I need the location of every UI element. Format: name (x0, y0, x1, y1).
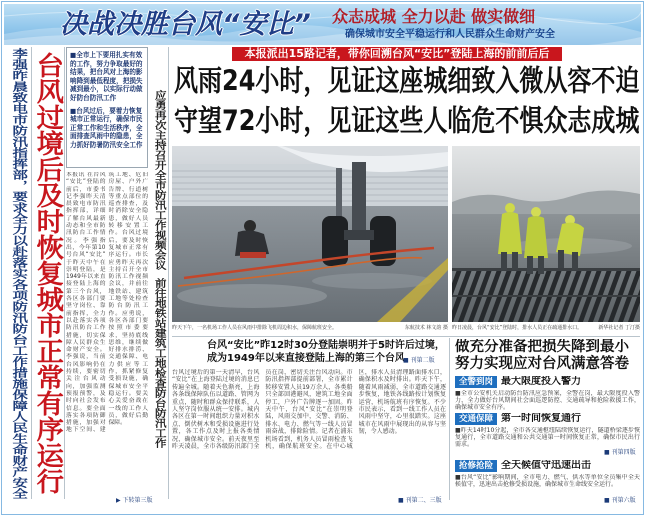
sidebar-headline-line: 努力实现应对台风满意答卷 (455, 356, 629, 372)
lead-jump-line: ▶ 下转第三版 (116, 497, 153, 504)
banner-slogan: 众志成城 全力以赴 做实做细 (332, 7, 536, 26)
feature-headline: 风雨24小时，见证这座城细致入微从容不迫 (174, 64, 640, 98)
feature-headline: 守望72小时，见证这些人临危不惧众志成城 (174, 104, 640, 138)
section-jump-line: ■ 刊第四版 (604, 449, 636, 456)
lead-highlight: ■台风过后，要着力恢复城市正常运行，确保市民正常工作和生活秩序，全面排查风雨中的隐患，全力抓好防暑防汛安全工作 (70, 106, 143, 149)
drainage-photo (452, 146, 640, 322)
banner-title: 决战决胜台风“安比” (60, 9, 311, 40)
column-rule (64, 47, 65, 499)
banner (4, 4, 641, 45)
section-label: 抢修抢险 (455, 460, 497, 472)
airport-photo (172, 146, 448, 322)
sidebar-headline-line: 做充分准备把损失降到最小 (455, 339, 629, 355)
drainage-photo-caption (452, 323, 640, 334)
feature-summary-jump: ■ 刊第二版 (403, 357, 435, 364)
section-body: ■全市公安机关启动防台防汛应急预案，全警在岗，最大限度投入警力，全力做好台风期间社会面巡逻防控、交通疏导和抢险救援工作，确保城市安全有序。 (455, 390, 640, 411)
banner-subslogan: 确保城市安全平稳运行和人民群众生命财产安全 (345, 29, 555, 40)
section-title: 最大限度投入警力 (501, 376, 581, 387)
section-title: 全天候值守迅速出击 (501, 460, 591, 471)
lead-subhead: 前往地铁站建筑工地检查防台防汛工作 (152, 278, 165, 448)
section-jump-line: ■ 刊第六版 (604, 497, 636, 504)
lead-highlights-box (66, 47, 148, 168)
sidebar-headline (455, 339, 640, 373)
section-label: 交通保障 (455, 413, 497, 425)
lead-highlight: ■全市上下要用扎实有效的工作，努力争取最好的结果，把台风对上海的影响降到最低程度，把损失减到最小，以实际行动做好防台防汛工作 (70, 51, 143, 102)
section-label: 全警到岗 (455, 376, 497, 388)
column-rule (449, 338, 450, 500)
section-body: ■昨天14时10分起，全市各交通枢纽陆续恢复运行，隧道桥梁逐步恢复通行，全市道路交通和公共交通第一时间恢复正常，确保市民出行需求。 (455, 427, 640, 448)
airport-photo-caption (172, 323, 448, 334)
lead-headline: 台风过境后及时恢复城市正常有序运行 (31, 52, 64, 494)
lead-kicker: 李强昨晨致电市防汛指挥部，要求全力以赴落实各项防汛防台工作措施保障人民生命财产安全 (10, 48, 29, 499)
feature-summary: 台风“安比”昨12时30分登陆崇明并于5时许后过境，成为1949年以来直接登陆上海的第三个台风 (207, 340, 445, 364)
feature-kicker-bar: 本报派出15路记者，带你回溯台风“安比”登陆上海的前前后后 (232, 47, 562, 61)
photo-credit: 新华社记者 丁汀摄 (598, 325, 640, 331)
photo-caption-text: 昨天下午，一名机场工作人员在风雨中排除飞机周边积水，保障航班安全。 (172, 325, 338, 331)
section-rule (172, 336, 640, 337)
section-title: 第一时间恢复通行 (501, 413, 581, 424)
feature-jump-line: ■ 刊第二、三版 (398, 497, 442, 504)
feature-body-text: 台风过境后的第一天清早，台风“安比”在上海登陆过境的消息已传遍全城。随着天色渐亮，上海各条线保障队伍以道路、管网为重点，随时和群众保持联系，人人坚守岗位服从统一安排。城内各区在第一时间组织力量对积水点、倒伏树木和受损设施进行处置，各工作点及时上报各类情况，确保城市安全。前天夜里至昨天凌晨，全市各级防汛部门全员在岗，密切关注台风动向。市防汛指挥部提前部署，全市累计转移安置人员19万余人，各类船只全部回港避风，建筑工地全面停工，户外广告牌逐一加固。昨天中午，台风“安比”在崇明登陆，风雨交加中，交警、消防、排水、电力、燃气等一线人员冒雨奋战，排除险情。记者在浦东机场看到，机务人员冒雨检查飞机，确保航班安全。在中心城区，排水人员清理路面排水口，确保积水及时排出。昨天下午，随着风雨减弱，全市道路交通逐步恢复，地铁各线路按计划恢复运营，机场航班有序恢复。不少市民表示，看到一线工作人员在风雨中坚守，心里很踏实。这座城市在风雨中展现出的从容与坚韧，令人感动。 (172, 369, 446, 451)
photo-credit: 东航技术 林文韵 摄 (404, 325, 448, 331)
column-rule (168, 47, 169, 499)
photo-caption-text: 昨日凌晨，台风“安比”登陆时，排水人员正在疏通排水口。 (452, 325, 583, 331)
section-body: ■台风“安比”影响期间，全市电力、燃气、供水等单位全员集中全天候值守，迅速出击抢修受损设施，确保城市生命线安全运行。 (455, 474, 640, 488)
lead-body-text: 本报讯 在台风“安比”登陆的前后，市委书记李强昨天清晨致电市防汛指挥部，详细了解台风最新动态和全市防汛防台工作情况。李强指出，今年第10号台风“安比”于昨天中午在崇明登陆，是1949年以来直接登陆上海的第三个台风，各区各部门要坚守岗位、靠前指挥，全力以赴落实各项防汛防台工作措施，切实保障人民群众生命财产安全。李强说，当前台风影响仍在持续，要密切关注台风动向，加强监测预报预警，及时向社会发布信息。要全面落实各项防御措施，加强对地下空间、建筑工地、危旧房屋、户外广告牌、行道树等重点部位的巡查排查，及时消除安全隐患，做好人员转移安置工作。台风过境后，要及时恢复城市正常有序运行。市长应勇昨天再次主持召开全市防汛工作视频会议，并前往地铁站、建筑工地等处检查防台防汛工作。应勇说，各区各部门要按照市委要求，坚持底线思维，继续做好排水排涝、交通保障、电力供应等工作，抓紧修复受损设施，确保城市安全平稳运行。要关心关爱奋战在一线的工作人员，做好后勤保障。 (66, 172, 148, 434)
lead-subhead: 应勇再次主持召开全市防汛工作视频会议 (152, 90, 165, 270)
